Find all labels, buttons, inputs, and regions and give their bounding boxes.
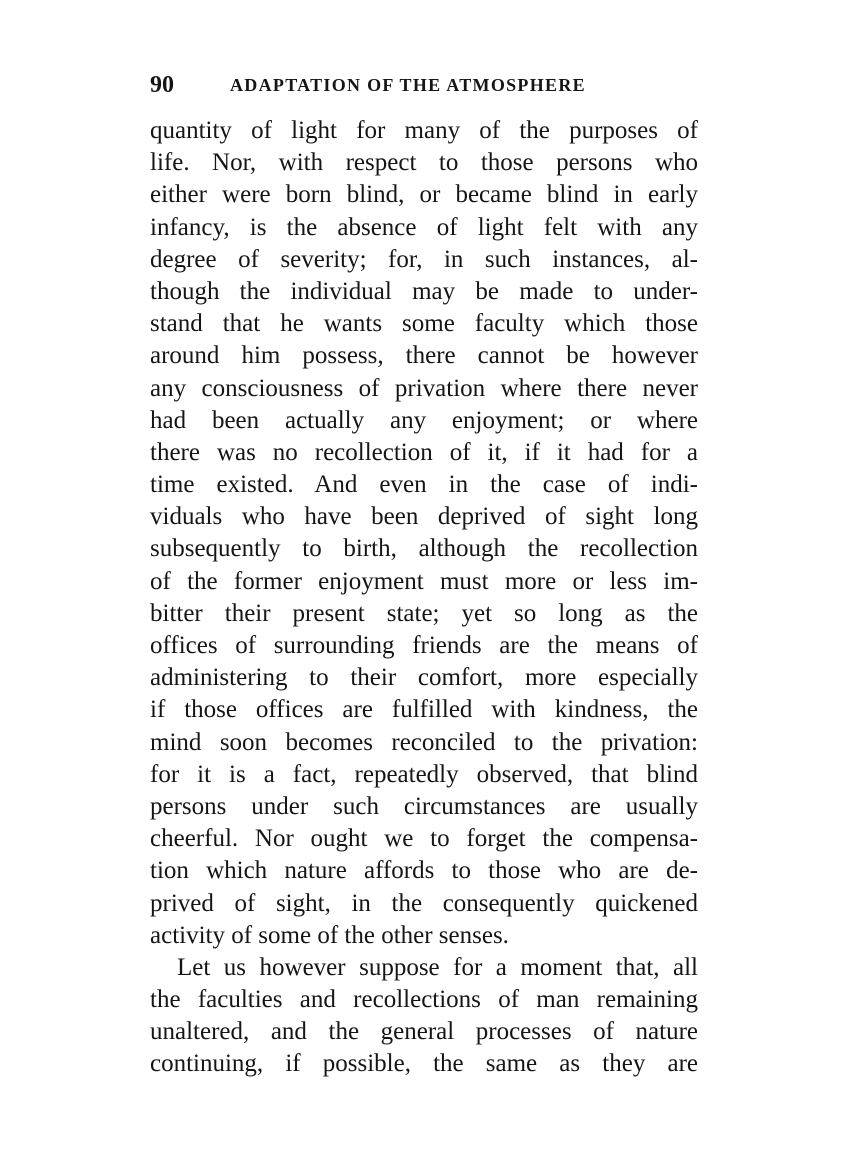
text-line: life. Nor, with respect to those persons who: [150, 149, 698, 177]
running-head: [150, 68, 710, 102]
text-line: around him possess, there cannot be however: [150, 342, 698, 370]
text-line: activity of some of the other senses.: [150, 921, 509, 949]
text-line: of the former enjoyment must more or less im-: [150, 567, 698, 595]
text-line: time existed. And even in the case of indi-: [150, 471, 698, 499]
text-line: administering to their comfort, more especially: [150, 664, 698, 692]
text-line: for it is a fact, repeatedly observed, that blind: [150, 760, 698, 788]
text-line: mind soon becomes reconciled to the privation:: [150, 728, 698, 756]
text-line: the faculties and recollections of man remaining: [150, 986, 698, 1014]
text-line: tion which nature affords to those who are de-: [150, 857, 698, 885]
text-line: quantity of light for many of the purposes of: [150, 117, 698, 144]
page-number: 90: [150, 72, 174, 98]
text-line: if those offices are fulfilled with kindness, the: [150, 696, 698, 724]
text-line: bitter their present state; yet so long as the: [150, 599, 698, 627]
body-text: [150, 115, 698, 1081]
text-line: degree of severity; for, in such instances, al-: [150, 245, 698, 273]
text-line: stand that he wants some faculty which those: [150, 310, 698, 338]
text-line: persons under such circumstances are usually: [150, 792, 698, 820]
text-line: unaltered, and the general processes of nature: [150, 1018, 698, 1046]
text-line: continuing, if possible, the same as they are: [150, 1050, 698, 1078]
text-line: though the individual may be made to under-: [150, 277, 698, 305]
text-line: cheerful. Nor ought we to forget the compensa-: [150, 825, 698, 853]
paragraph-1: [150, 115, 698, 952]
text-line: either were born blind, or became blind in early: [150, 181, 698, 209]
text-line: infancy, is the absence of light felt with any: [150, 213, 698, 241]
text-line: there was no recollection of it, if it had for a: [150, 438, 698, 466]
text-line: offices of surrounding friends are the means of: [150, 632, 698, 659]
text-line: viduals who have been deprived of sight long: [150, 503, 698, 531]
text-line: had been actually any enjoyment; or where: [150, 406, 698, 434]
paragraph-2: [150, 952, 698, 1081]
running-title: ADAPTATION OF THE ATMOSPHERE: [230, 75, 586, 95]
text-line: subsequently to birth, although the recollection: [150, 535, 698, 563]
text-line: prived of sight, in the consequently quickened: [150, 889, 698, 917]
text-line: any consciousness of privation where there never: [150, 374, 698, 402]
text-line: Let us however suppose for a moment that, all: [177, 953, 698, 981]
